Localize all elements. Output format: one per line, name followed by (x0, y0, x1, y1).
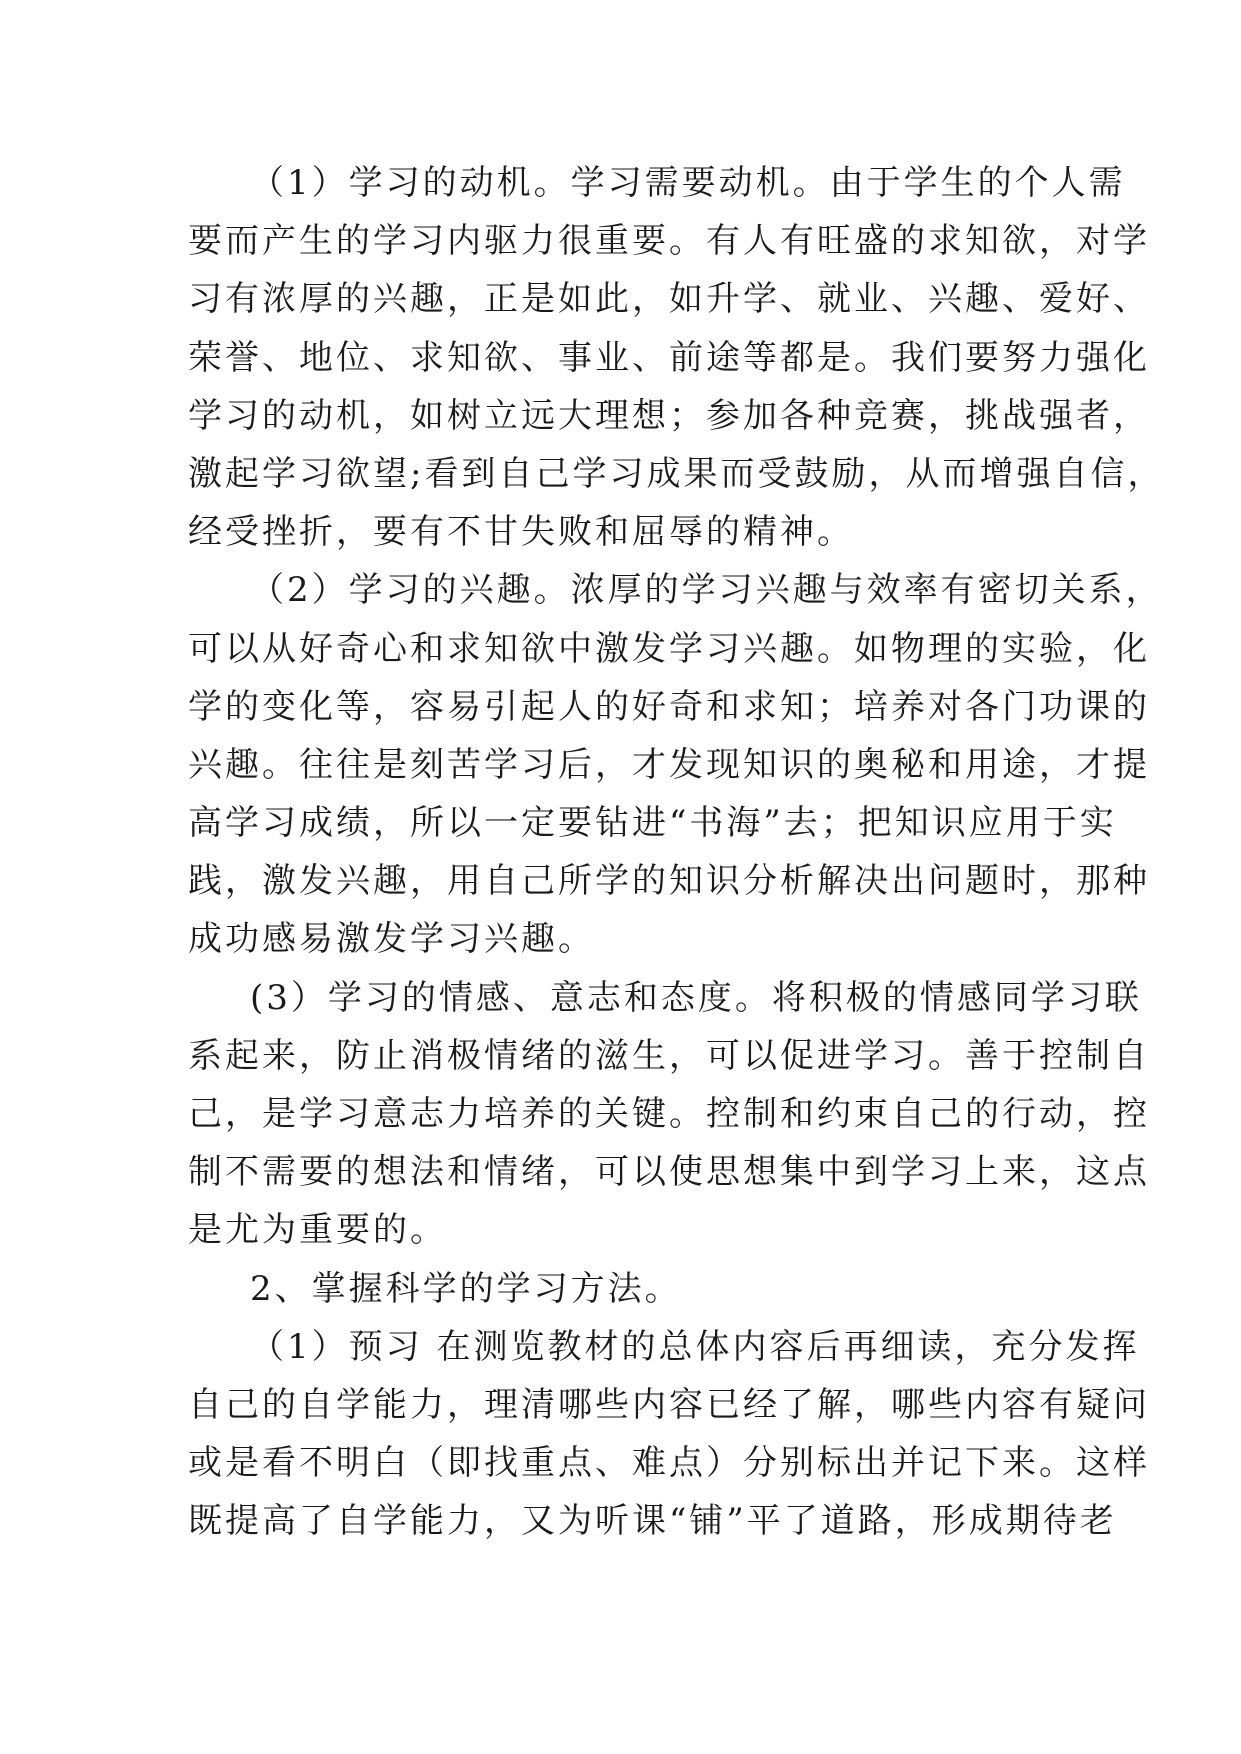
text-line: 既提高了自学能力，又为听课“铺”平了道路，形成期待老 (188, 1501, 1117, 1542)
text-line: 2、掌握科学的学习方法。 (250, 1268, 682, 1309)
text-line: 学习的动机，如树立远大理想；参加各种竞赛，挑战强者， (188, 395, 1150, 436)
text-line: 学的变化等，容易引起人的好奇和求知；培养对各门功课的 (188, 686, 1150, 727)
text-line: 践，激发兴趣，用自己所学的知识分析解决出问题时，那种 (188, 861, 1150, 902)
text-line: （2）学习的兴趣。浓厚的学习兴趣与效率有密切关系， (250, 570, 1163, 611)
text-line: 系起来，防止消极情绪的滋生，可以促进学习。善于控制自 (188, 1035, 1150, 1076)
text-line: 习有浓厚的兴趣，正是如此，如升学、就业、兴趣、爱好、 (188, 279, 1150, 320)
text-line: 可以从好奇心和求知欲中激发学习兴趣。如物理的实验，化 (188, 628, 1150, 669)
text-line: 自己的自学能力，理清哪些内容已经了解，哪些内容有疑问 (188, 1384, 1150, 1425)
text-line: (3）学习的情感、意志和态度。将积极的情感同学习联 (250, 977, 1142, 1018)
text-line: （1）预习 在测览教材的总体内容后再细读，充分发挥 (250, 1326, 1140, 1367)
text-line: 己，是学习意志力培养的关键。控制和约束自己的行动，控 (188, 1094, 1150, 1134)
body-text (188, 154, 1165, 1551)
text-line: 激起学习欲望;看到自己学习成果而受鼓励，从而增强自信， (188, 453, 1165, 494)
text-line: 成功感易激发学习兴趣。 (188, 919, 595, 960)
text-line: 是尤为重要的。 (188, 1210, 447, 1251)
text-line: 或是看不明白（即找重点、难点）分别标出并记下来。这样 (188, 1443, 1150, 1484)
text-line: 制不需要的想法和情绪，可以使思想集中到学习上来，这点 (188, 1152, 1150, 1193)
text-line: 高学习成绩，所以一定要钻进“书海”去；把知识应用于实 (188, 803, 1117, 844)
text-line: （1）学习的动机。学习需要动机。由于学生的个人需 (250, 163, 1126, 203)
text-line: 兴趣。往往是刻苦学习后，才发现知识的奥秘和用途，才提 (188, 744, 1150, 785)
text-line: 荣誉、地位、求知欲、事业、前途等都是。我们要努力强化 (188, 337, 1150, 378)
text-line: 要而产生的学习内驱力很重要。有人有旺盛的求知欲，对学 (188, 221, 1150, 262)
text-line: 经受挫折，要有不甘失败和屈辱的精神。 (188, 512, 854, 553)
